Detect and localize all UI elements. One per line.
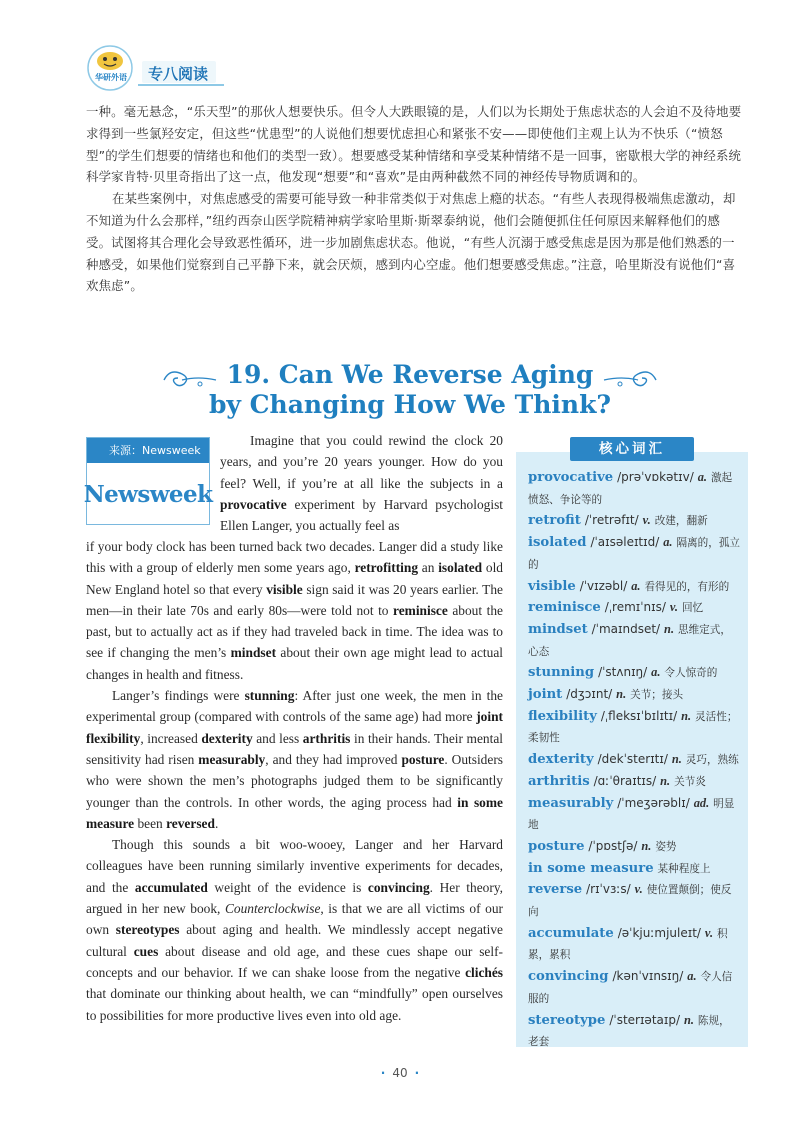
vocab-phonetic: /dʒɔɪnt/ xyxy=(566,687,613,702)
source-label: 来源：Newsweek xyxy=(87,438,209,463)
vocab-item xyxy=(528,706,740,749)
keyword: reversed xyxy=(166,815,215,831)
vocab-item xyxy=(528,467,740,510)
vocab-phonetic: /ˈstʌnɪŋ/ xyxy=(598,665,648,680)
vocab-item xyxy=(528,749,740,771)
vocab-pos: v. xyxy=(642,513,651,528)
keyword: posture xyxy=(401,751,445,767)
vocab-item xyxy=(528,597,740,619)
vocab-item xyxy=(528,510,740,532)
vocab-word: flexibility xyxy=(528,708,597,724)
vocab-item xyxy=(528,879,740,922)
vocabulary-title: 核心词汇 xyxy=(570,437,694,461)
vocab-item xyxy=(528,923,740,966)
vocab-pos: n. xyxy=(616,687,627,702)
vocab-definition: 激起愤怒、争论等的 xyxy=(528,472,733,506)
vocab-definition: 改建，翻新 xyxy=(654,515,708,528)
vocab-item xyxy=(528,684,740,706)
article-title xyxy=(150,360,670,420)
article-paragraph-3: Though this sounds a bit woo-wooey, Langer and her Harvard colleagues have been running similarly inventive experiments for decades, and the accumulated weight of the evidence is convincing. Her theory, argued in her new book, Counterclockwise, is that we are all victims of our own stereotypes about aging and health. We mindlessly accept negative cultural cues about disease and old age, and these cues shape our self-concepts and our behavior. If we can shake loose from the negative clichés that dominate our thinking about health, we can “mindfully” open ourselves to possibilities for more productive lives even into old age. xyxy=(86,837,503,1023)
vocab-item xyxy=(528,619,740,662)
vocab-definition: 某种程度上 xyxy=(657,862,711,875)
keyword: dexterity xyxy=(201,730,253,746)
vocab-word: visible xyxy=(528,578,576,594)
vocab-pos: v. xyxy=(704,925,714,940)
vocab-word: isolated xyxy=(528,535,587,551)
keyword: visible xyxy=(266,581,303,597)
section-label: 专八阅读 xyxy=(142,61,216,83)
vocab-word: reminisce xyxy=(528,600,601,616)
vocab-item xyxy=(528,966,740,1009)
page-dot-icon: · xyxy=(380,1066,386,1080)
keyword: stereotypes xyxy=(115,922,180,938)
vocab-pos: n. xyxy=(660,773,671,788)
vocab-word: measurably xyxy=(528,795,614,811)
vocab-definition: 令人惊奇的 xyxy=(664,667,718,680)
vocab-item xyxy=(528,532,740,575)
keyword: in some measure xyxy=(86,794,503,831)
vocab-definition: 灵巧，熟练 xyxy=(685,754,739,767)
vocab-item xyxy=(528,858,740,880)
header-rule xyxy=(138,84,224,86)
keyword: accumulated xyxy=(134,879,208,895)
vocab-pos: n. xyxy=(664,621,675,636)
vocab-phonetic: /ˌfleksɪˈbɪlɪtɪ/ xyxy=(600,708,678,723)
vocab-item xyxy=(528,1010,740,1053)
vocab-word: dexterity xyxy=(528,752,594,768)
vocab-definition: 隔离的，孤立的 xyxy=(528,537,741,571)
vocab-definition: 思维定式，心态 xyxy=(528,623,731,658)
page-number: · 40 · xyxy=(370,1066,430,1080)
brand-logo xyxy=(86,44,134,92)
vocab-pos: n. xyxy=(671,752,682,767)
chinese-paragraph-2: 在某些案例中，对焦虑感受的需要可能导致一种非常类似于对焦虑上瘾的状态。“有些人表现得极端焦虑激动，却不知道为什么会那样，”纽约西奈山医学院精神病学家哈里斯·斯翠泰纳说，他们会随便抓住任何原因来解释他们的感受。试图将其合理化会导致恶性循环，进一步加剧焦虑状态。他说，“有些人沉溺于感受焦虑是因为那是他们熟悉的一种感受，如果他们觉察到自己平静下来，就会厌烦，感到内心空虚。他们想要感受焦虑。”注意，哈里斯没有说他们“喜欢焦虑”。 xyxy=(86,191,736,294)
keyword: provocative xyxy=(220,496,287,512)
vocab-pos: a. xyxy=(663,535,673,550)
vocab-phonetic: /ˈpɒstʃə/ xyxy=(588,838,638,853)
keyword: reminisce xyxy=(393,602,448,618)
vocab-word: in some measure xyxy=(528,860,654,876)
vocab-pos: v. xyxy=(634,882,643,897)
keyword: convincing xyxy=(367,879,430,895)
vocab-word: reverse xyxy=(528,882,583,898)
vocab-pos: n. xyxy=(681,708,692,723)
keyword: cues xyxy=(133,943,159,959)
keyword: retrofitting xyxy=(354,560,419,576)
vocab-phonetic: /ˈaɪsəleɪtɪd/ xyxy=(590,535,660,550)
vocab-phonetic: /ˈretrəfɪt/ xyxy=(584,513,639,528)
vocab-item xyxy=(528,836,740,858)
article-body xyxy=(86,536,503,1026)
source-box xyxy=(83,437,213,525)
vocab-definition: 看得见的，有形的 xyxy=(644,580,730,593)
vocab-phonetic: /ɑːˈθraɪtɪs/ xyxy=(593,773,657,788)
vocab-phonetic: /dekˈsterɪtɪ/ xyxy=(597,752,668,767)
vocab-phonetic: /prəˈvɒkətɪv/ xyxy=(617,470,694,484)
vocab-definition: 积累，累积 xyxy=(528,927,728,962)
vocab-phonetic: /ˈmeʒərəblɪ/ xyxy=(617,795,690,810)
vocab-definition: 关节；接头 xyxy=(630,689,684,702)
vocab-pos: ad. xyxy=(693,795,710,810)
keyword: isolated xyxy=(438,560,483,576)
vocab-phonetic: /əˈkjuːmjuleɪt/ xyxy=(617,925,701,940)
vocab-phonetic: /ˈvɪzəbl/ xyxy=(579,578,628,593)
article-title-line-2: by Changing How We Think? xyxy=(208,390,612,419)
page-dot-icon: · xyxy=(414,1066,420,1080)
vocab-definition: 陈规，老套 xyxy=(528,1014,730,1049)
vocab-pos: n. xyxy=(641,838,652,853)
article-title-line-1: 19. Can We Reverse Aging xyxy=(226,360,594,389)
page-header xyxy=(86,44,226,92)
vocab-definition: 姿势 xyxy=(655,840,677,853)
vocab-definition: 使位置颠倒；使反向 xyxy=(528,884,732,919)
chinese-translation xyxy=(86,101,742,297)
vocab-definition: 明显地 xyxy=(528,797,735,832)
vocab-phonetic: /rɪˈvɜːs/ xyxy=(586,882,631,897)
vocab-item xyxy=(528,576,740,598)
vocab-word: stereotype xyxy=(528,1012,606,1028)
vocab-pos: n. xyxy=(683,1012,694,1027)
vocab-phonetic: /kənˈvɪnsɪŋ/ xyxy=(612,969,684,984)
newsweek-logo: Newsweek xyxy=(83,480,213,508)
book-title: Counterclockwise xyxy=(224,901,321,917)
vocab-pos: v. xyxy=(669,600,678,615)
article-paragraph-1: if your body clock has been turned back two decades. Langer did a study like this with a group of elderly men some years ago, retrofitting an isolated old New England hotel so that every visible sign said it was 20 years earlier. The men—in their late 70s and early 80s—were told not to reminisce about the past, but to actually act as if they had traveled back in time. The idea was to see if changing the men’s mindset about their own age might lead to actual changes in health and fitness. xyxy=(86,539,503,682)
vocab-word: stunning xyxy=(528,665,595,681)
vocab-item xyxy=(528,771,740,793)
vocab-word: retrofit xyxy=(528,513,581,529)
vocab-definition: 令人信服的 xyxy=(528,971,733,1005)
brand-logo-text: 华研外语 xyxy=(95,73,127,82)
vocab-word: convincing xyxy=(528,969,609,985)
vocab-definition: 关节炎 xyxy=(674,775,706,788)
vocab-item xyxy=(528,662,740,684)
article-paragraph-2: Langer’s findings were stunning: After just one week, the men in the experimental group (compared with controls of the same age) had more joint flexibility, increased dexterity and less arthritis in their hands. Their mental sensitivity had risen measurably, and they had improved posture. Outsiders who were shown the men’s photographs judged them to be significantly younger than the controls. In other words, the aging process had in some measure been reversed. xyxy=(86,688,504,831)
vocab-phonetic: /ˈmaɪndset/ xyxy=(591,621,661,636)
right-swirl-ornament xyxy=(600,366,660,392)
keyword: arthritis xyxy=(302,730,351,746)
keyword: clichés xyxy=(465,964,503,980)
vocab-word: provocative xyxy=(528,470,614,485)
keyword: measurably xyxy=(198,751,266,767)
vocabulary-panel xyxy=(516,452,748,1047)
vocab-word: joint xyxy=(528,687,563,703)
chinese-paragraph-1: 一种。毫无悬念，“乐天型”的那伙人想要快乐。但令人大跌眼镜的是，人们以为长期处于焦虑状态的人会迫不及待地要求得到一些氯羟安定，但这些“忧患型”的人说他们想要忧虑担心和紧张不安——即使他们主观上认为不快乐（“愤怒型”的学生们想要的情绪也和他们的类型一致）。想要感受某种情绪和享受某种情绪不是一回事，密歇根大学的神经系统科学家肯特·贝里奇指出了这一点，他发现“想要”和“喜欢”是由两种截然不同的神经传导物质调和的。 xyxy=(86,104,742,185)
article-intro: Imagine that you could rewind the clock 20 years, and you’re 20 years younger. How do you feel? Well, if you’re at all like the subjects in a provocative experiment by Harvard psychologist Ellen Langer, you actually feel as xyxy=(220,433,503,534)
vocab-pos: a. xyxy=(651,665,661,680)
vocab-word: arthritis xyxy=(528,773,590,789)
vocab-phonetic: /ˌremɪˈnɪs/ xyxy=(604,600,666,615)
vocab-pos: a. xyxy=(697,470,707,484)
vocab-word: posture xyxy=(528,838,585,854)
keyword: stunning xyxy=(244,688,295,704)
vocab-word: mindset xyxy=(528,621,588,637)
vocab-definition: 灵活性；柔韧性 xyxy=(528,710,738,745)
vocab-definition: 回忆 xyxy=(681,602,704,615)
vocab-pos: a. xyxy=(687,969,697,984)
vocab-item xyxy=(528,793,740,836)
keyword: mindset xyxy=(230,645,277,661)
keyword: joint flexibility xyxy=(86,709,503,746)
vocab-word: accumulate xyxy=(528,925,614,941)
vocabulary-list xyxy=(528,467,740,1053)
vocab-phonetic: /ˈsterɪətaɪp/ xyxy=(609,1012,680,1027)
vocab-pos: a. xyxy=(631,578,641,593)
